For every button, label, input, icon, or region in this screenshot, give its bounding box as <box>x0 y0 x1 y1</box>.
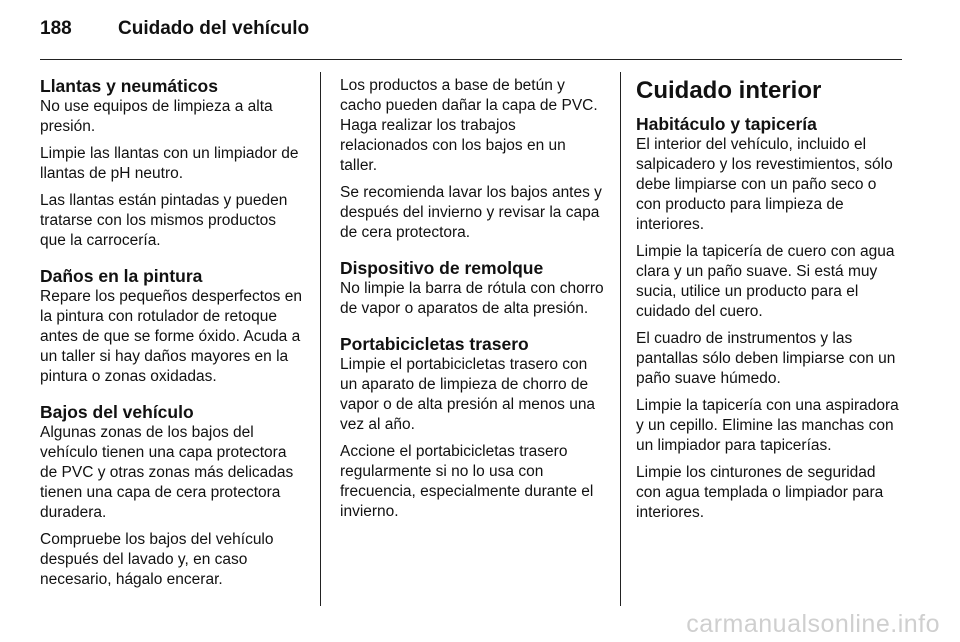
chapter-section-title: Cuidado interior <box>636 77 822 104</box>
column-3 <box>636 76 904 530</box>
section-heading-remolque: Dispositivo de remolque <box>340 258 544 278</box>
column-divider-1 <box>320 72 321 606</box>
paragraph: El interior del vehículo, incluido el salpicadero y los revestimientos, sólo debe limpiarse con un paño seco o con producto para limpieza de interiores. <box>636 136 893 233</box>
paragraph: El cuadro de instrumentos y las pantallas sólo deben limpiarse con un paño suave húmedo. <box>636 330 896 387</box>
watermark: carmanualsonline.info <box>686 610 940 638</box>
paragraph: Limpie la tapicería con una aspiradora y un cepillo. Elimine las manchas con un limpiador para tapicerías. <box>636 397 899 454</box>
column-2 <box>340 76 606 529</box>
section-heading-habitaculo: Habitáculo y tapicería <box>636 114 817 134</box>
header-rule <box>40 59 902 60</box>
section-heading-bajos: Bajos del vehículo <box>40 402 194 422</box>
paragraph: No use equipos de limpieza a alta presión. <box>40 98 273 135</box>
paragraph: Limpie los cinturones de seguridad con agua templada o limpiador para interiores. <box>636 464 884 521</box>
paragraph: Limpie las llantas con un limpiador de llantas de pH neutro. <box>40 145 299 182</box>
section-heading-pintura: Daños en la pintura <box>40 266 203 286</box>
column-divider-2 <box>620 72 621 606</box>
paragraph: Accione el portabicicletas trasero regularmente si no lo usa con frecuencia, especialmente durante el invierno. <box>340 443 594 520</box>
page-header <box>40 18 309 40</box>
paragraph: Compruebe los bajos del vehículo después del lavado y, en caso necesario, hágalo encerar. <box>40 531 274 588</box>
chapter-title: Cuidado del vehículo <box>118 18 310 39</box>
page-number: 188 <box>40 18 72 39</box>
paragraph: Algunas zonas de los bajos del vehículo tienen una capa protectora de PVC y otras zonas más delicadas tienen una capa de cera protectora duradera. <box>40 424 294 521</box>
paragraph: Los productos a base de betún y cacho pueden dañar la capa de PVC. Haga realizar los trabajos relacionados con los bajos en un taller. <box>340 77 598 174</box>
paragraph: No limpie la barra de rótula con chorro de vapor o aparatos de alta presión. <box>340 280 604 317</box>
paragraph: Limpie el portabicicletas trasero con un aparato de limpieza de chorro de vapor o de alta presión al menos una vez al año. <box>340 356 596 433</box>
section-heading-llantas: Llantas y neumáticos <box>40 76 218 96</box>
paragraph: Se recomienda lavar los bajos antes y después del invierno y revisar la capa de cera protectora. <box>340 184 602 241</box>
section-heading-portabicicletas: Portabicicletas trasero <box>340 334 529 354</box>
column-1 <box>40 76 306 597</box>
paragraph: Repare los pequeños desperfectos en la pintura con rotulador de retoque antes de que se forme óxido. Acuda a un taller si hay daños mayores en la pintura o zonas oxidadas. <box>40 288 302 385</box>
paragraph: Limpie la tapicería de cuero con agua clara y un paño suave. Si está muy sucia, utilice un producto para el cuidado del cuero. <box>636 243 895 320</box>
paragraph: Las llantas están pintadas y pueden tratarse con los mismos productos que la carrocería. <box>40 192 288 249</box>
